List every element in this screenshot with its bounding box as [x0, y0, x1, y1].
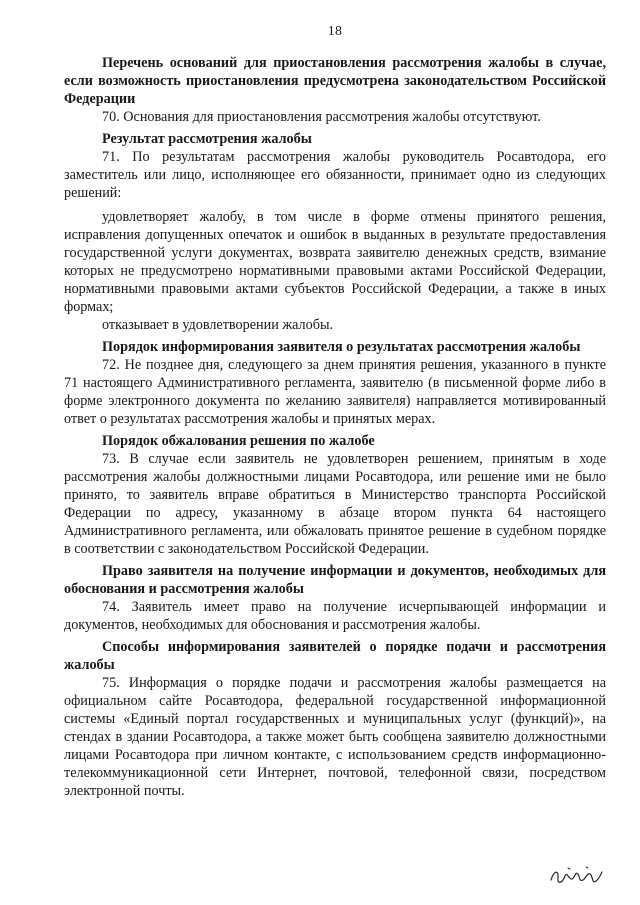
paragraph: 73. В случае если заявитель не удовлетворен решением, принятым в ходе рассмотрения жалобы должностными лицами Росавтодора, или решение ими не было принято, то заявитель вправе обратиться в Министерство транспорта Российской Федерации по адресу, указанному в абзаце втором пункта 64 настоящего Административного регламента, или обжаловать принятое решение в судебном порядке в соответствии с законодательством Российской Федерации.	[64, 451, 606, 557]
section-heading: Способы информирования заявителей о порядке подачи и рассмотрения жалобы	[64, 639, 606, 673]
paragraph: 74. Заявитель имеет право на получение исчерпывающей информации и документов, необходимых для обоснования и рассмотрения жалобы.	[64, 599, 606, 633]
section-heading: Порядок обжалования решения по жалобе	[102, 433, 375, 449]
document-body	[64, 54, 606, 800]
handwritten-initials	[548, 862, 604, 888]
section-heading: Результат рассмотрения жалобы	[102, 131, 312, 147]
paragraph: 70. Основания для приостановления рассмотрения жалобы отсутствуют.	[102, 109, 541, 125]
section-heading: Право заявителя на получение информации и документов, необходимых для обоснования и рассмотрения жалобы	[64, 563, 606, 597]
paragraph: удовлетворяет жалобу, в том числе в форме отмены принятого решения, исправления допущенных опечаток и ошибок в выданных в результате предоставления государственной услуги документах, возврата заявителю денежных средств, взимание которых не предусмотрено нормативными правовыми актами Российской Федерации, нормативными правовыми актами субъектов Российской Федерации, а также в иных формах;	[64, 209, 606, 315]
section-heading: Порядок информирования заявителя о результатах рассмотрения жалобы	[102, 339, 581, 355]
paragraph: 72. Не позднее дня, следующего за днем принятия решения, указанного в пункте 71 настоящего Административного регламента, заявителю (в письменной форме либо в форме электронного документа по желанию заявителя) направляется мотивированный ответ о результатах рассмотрения жалобы и принятых мерах.	[64, 357, 606, 427]
paragraph: 71. По результатам рассмотрения жалобы руководитель Росавтодора, его заместитель или лицо, исполняющее его обязанности, принимает одно из следующих решений:	[64, 149, 606, 201]
paragraph: 75. Информация о порядке подачи и рассмотрения жалобы размещается на официальном сайте Росавтодора, федеральной государственной информационной системы «Единый портал государственных и муниципальных услуг (функций)», на стендах в здании Росавтодора, а также может быть сообщена заявителю должностными лицами Росавтодора при личном контакте, с использованием средств информационно-телекоммуникационной сети Интернет, почтовой, телефонной связи, посредством электронной почты.	[64, 675, 606, 799]
page-number: 18	[327, 24, 343, 39]
paragraph: отказывает в удовлетворении жалобы.	[102, 317, 334, 333]
section-heading: Перечень оснований для приостановления рассмотрения жалобы в случае, если возможность приостановления предусмотрена законодательством Российской Федерации	[64, 55, 606, 107]
